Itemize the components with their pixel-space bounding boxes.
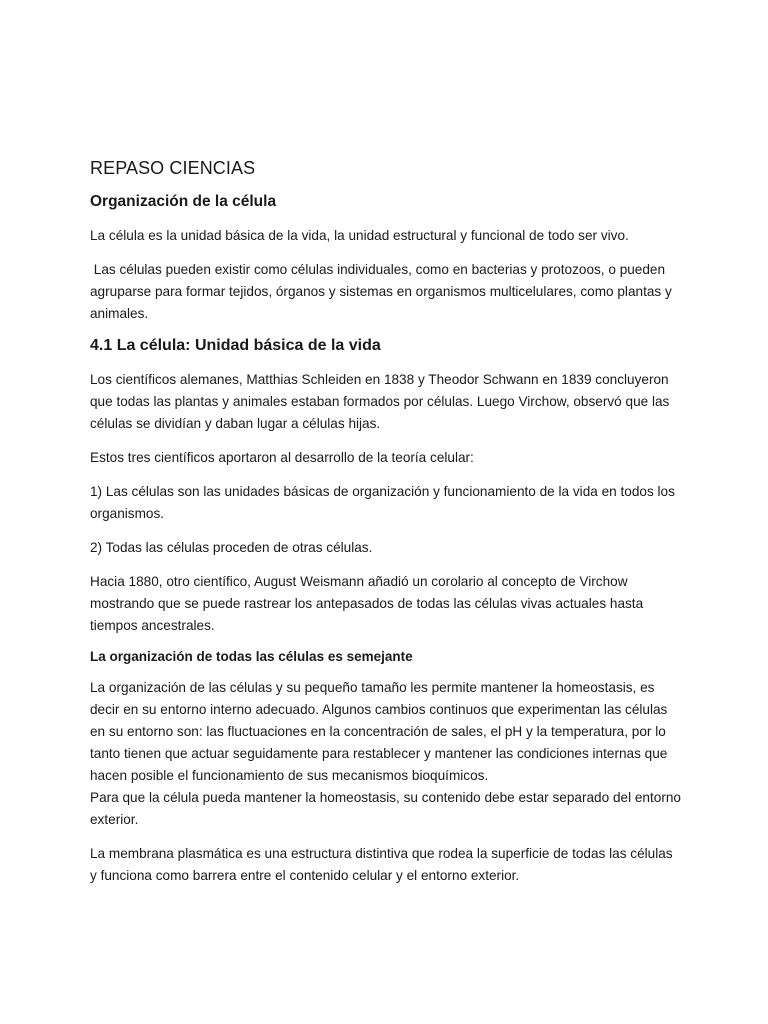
paragraph: Los científicos alemanes, Matthias Schleiden en 1838 y Theodor Schwann en 1839 concluyeron que todas las plantas y animales estaban formados por células. Luego Virchow, observó que las células se dividían y daban lugar a células hijas.: [90, 372, 670, 431]
paragraph: La célula es la unidad básica de la vida, la unidad estructural y funcional de todo ser vivo.: [90, 228, 629, 243]
paragraph: Las células pueden existir como células individuales, como en bacterias y protozoos, o pueden agruparse para formar tejidos, órganos y sistemas en organismos multicelulares, como plantas y animales.: [90, 262, 676, 321]
paragraph: Hacia 1880, otro científico, August Weismann añadió un corolario al concepto de Virchow mostrando que se puede rastrear los antepasados de todas las células vivas actuales hasta tiempos ancestrales.: [90, 574, 644, 633]
section-heading-celula-unidad: 4.1 La célula: Unidad básica de la vida: [90, 337, 381, 354]
list-item-theory-1: 1) Las células son las unidades básicas de organización y funcionamiento de la vida en todos los organismos.: [90, 484, 675, 521]
section-heading-organizacion: Organización de la célula: [90, 193, 277, 210]
document-page: [90, 158, 682, 899]
document-title: REPASO CIENCIAS: [90, 158, 256, 178]
paragraph: La membrana plasmática es una estructura distintiva que rodea la superficie de todas las células y funciona como barrera entre el contenido celular y el entorno exterior.: [90, 846, 673, 883]
paragraph: Estos tres científicos aportaron al desarrollo de la teoría celular:: [90, 450, 474, 465]
subsection-heading-organizacion-semejante: La organización de todas las células es semejante: [90, 649, 413, 664]
paragraph: Para que la célula pueda mantener la homeostasis, su contenido debe estar separado del entorno exterior.: [90, 790, 681, 827]
paragraph: La organización de las células y su pequeño tamaño les permite mantener la homeostasis, es decir en su entorno interno adecuado. Algunos cambios continuos que experimentan las células en su entorno son: las fluctuaciones en la concentración de sales, el pH y la temperatura, por lo tanto tienen que actuar seguidamente para restablecer y mantener las condiciones internas que hacen posible el funcionamiento de sus mecanismos bioquímicos.: [90, 680, 668, 783]
list-item-theory-2: 2) Todas las células proceden de otras células.: [90, 540, 373, 555]
